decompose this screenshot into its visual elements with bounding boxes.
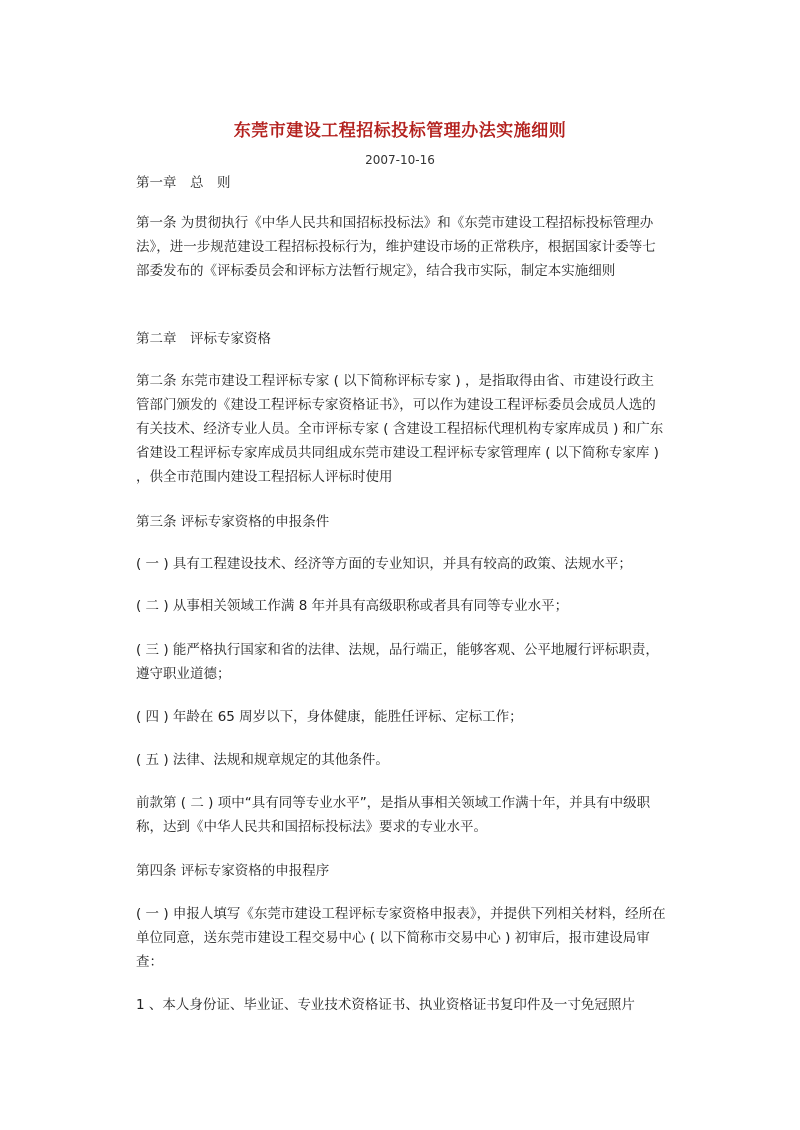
article-4: 第四条 评标专家资格的申报程序 — [136, 863, 330, 879]
document-title: 东莞市建设工程招标投标管理办法实施细则 — [233, 121, 567, 141]
document-date: 2007-10-16 — [365, 153, 435, 167]
clause-note: 前款第 ( 二 ) 项中“具有同等专业水平”，是指从事相关领域工作满十年，并具有中级职称，达到《中华人民共和国招标投标法》要求的专业水平。 — [136, 795, 651, 835]
clause-item: ( 三 ) 能严格执行国家和省的法律、法规，品行端正，能够客观、公平地履行评标职责，遵守职业道德； — [136, 642, 659, 682]
clause-item: ( 四 ) 年龄在 65 周岁以下，身体健康，能胜任评标、定标工作； — [136, 709, 523, 725]
chapter-2-heading: 第二章 评标专家资格 — [136, 331, 271, 347]
clause-subitem: 1 、本人身份证、毕业证、专业技术资格证书、执业资格证书复印件及一寸免冠照片 — [136, 997, 635, 1013]
clause-item: ( 二 ) 从事相关领域工作满 8 年并具有高级职称或者具有同等专业水平； — [136, 598, 569, 614]
article-3: 第三条 评标专家资格的申报条件 — [136, 514, 330, 530]
article-2: 第二条 东莞市建设工程评标专家 ( 以下简称评标专家 ) ，是指取得由省、市建设行政主管部门颁发的《建设工程评标专家资格证书》，可以作为建设工程评标委员会成员人选的有关技术、经济专业人员。全市评标专家 ( 含建设工程招标代理机构专家库成员 ) 和广东省建设工程评标专家库成员共同组成东莞市建设工程评标专家管理库 ( 以下简称专家库 ) ，供全市范围内建设工程招标人评标时使用 — [136, 373, 664, 485]
clause-item: ( 一 ) 申报人填写《东莞市建设工程评标专家资格申报表》，并提供下列相关材料，经所在单位同意，送东莞市建设工程交易中心 ( 以下简称市交易中心 ) 初审后，报市建设局审查： — [136, 906, 666, 970]
clause-item: ( 五 ) 法律、法规和规章规定的其他条件。 — [136, 752, 389, 768]
article-1: 第一条 为贯彻执行《中华人民共和国招标投标法》和《东莞市建设工程招标投标管理办法》，进一步规范建设工程招标投标行为，维护建设市场的正常秩序，根据国家计委等七部委发布的《评标委员会和评标方法暂行规定》，结合我市实际，制定本实施细则 — [136, 215, 656, 279]
clause-item: ( 一 ) 具有工程建设技术、经济等方面的专业知识，并具有较高的政策、法规水平； — [136, 556, 632, 572]
chapter-1-heading: 第一章 总 则 — [136, 175, 231, 191]
